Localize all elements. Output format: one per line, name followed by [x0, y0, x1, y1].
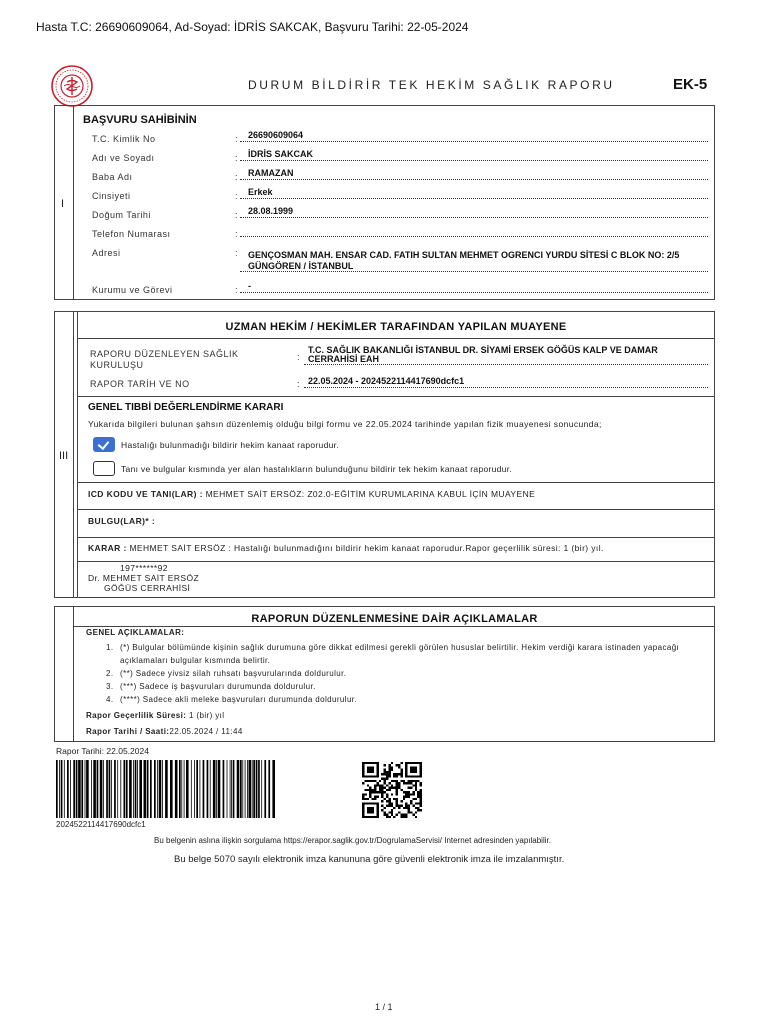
dotted-line: [240, 198, 708, 199]
note-text-2: (**) Sadece yivsiz silah ruhsatı başvurularında doldurulur.: [120, 669, 347, 678]
doctor-name: Dr. MEHMET SAİT ERSÖZ: [88, 573, 200, 583]
dotted-line: [240, 271, 708, 272]
page-number: 1 / 1: [375, 1002, 393, 1012]
datetime-row: [86, 725, 243, 738]
applicant-heading: BAŞVURU SAHİBİNİN: [83, 114, 197, 126]
institution-value: T.C. SAĞLIK BAKANLIĞI İSTANBUL DR. SİYAMİ ERSEK GÖĞÜS KALP VE DAMAR CERRAHİSİ EAH: [308, 345, 658, 364]
dotted-line: [240, 141, 708, 142]
divider: [77, 561, 715, 562]
colon: :: [297, 352, 300, 362]
decision-value: MEHMET SAİT ERSÖZ : Hastalığı bulunmadığını bildirir hekim kanaat raporudur.Rapor geçerlilik süresi: 1 (bir) yıl.: [129, 543, 604, 553]
general-label: GENEL AÇIKLAMALAR:: [86, 628, 185, 637]
label-birthdate: Doğum Tarihi: [92, 210, 151, 220]
option2-checkbox[interactable]: [93, 461, 115, 476]
section-roman-i: I: [61, 198, 65, 210]
label-institution: Kurumu ve Görevi: [92, 285, 173, 295]
document-title: DURUM BİLDİRİR TEK HEKİM SAĞLIK RAPORU: [248, 78, 615, 92]
value-gender: Erkek: [248, 187, 273, 197]
document-code: EK-5: [673, 76, 708, 93]
label-gender: Cinsiyeti: [92, 191, 131, 201]
note-text-1: (*) Bulgular bölümünde kişinin sağlık durumuna göre dikkat edilmesi gerekli görülen hususlar belirtilir. Hekim verdiği karara istinaden yapacağı açıklamaları bulgular kısmında belirtir.: [120, 643, 680, 665]
dotted-line: [240, 292, 708, 293]
note-num-3: 3.: [106, 682, 114, 691]
label-tc: T.C. Kimlik No: [92, 134, 156, 144]
label-address: Adresi: [92, 248, 121, 258]
divider: [77, 396, 715, 397]
datetime-value: 22.05.2024 / 11:44: [169, 727, 243, 736]
institution-label: RAPORU DÜZENLEYEN SAĞLIK KURULUŞU: [90, 349, 239, 370]
divider: [77, 537, 715, 538]
label-father: Baba Adı: [92, 172, 133, 182]
dotted-line: [240, 217, 708, 218]
icd-label: ICD KODU VE TANI(LAR) :: [88, 489, 203, 499]
validity-value: 1 (bir) yıl: [188, 711, 225, 720]
qr-code: [362, 762, 422, 818]
doctor-id: 197******92: [120, 563, 168, 573]
note-num-4: 4.: [106, 695, 114, 704]
report-date: Rapor Tarihi: 22.05.2024: [56, 746, 149, 756]
examination-heading: UZMAN HEKİM / HEKİMLER TARAFINDAN YAPILAN MUAYENE: [225, 321, 567, 333]
barcode: [56, 760, 278, 818]
esign-text: Bu belge 5070 sayılı elektronik imza kanununa göre güvenli elektronik imza ile imzalanmıştır.: [174, 854, 565, 865]
value-name: İDRİS SAKCAK: [248, 149, 314, 159]
value-tc: 26690609064: [248, 130, 304, 140]
divider: [77, 482, 715, 483]
check-icon: [98, 438, 110, 450]
findings-label: BULGU(LAR)* :: [88, 516, 156, 526]
colon: :: [235, 134, 238, 144]
dotted-line: [304, 387, 708, 388]
verify-text: Bu belgenin aslına ilişkin sorgulama https://erapor.saglik.gov.tr/DogrulamaServisi/ Internet adresinden yapılabilir.: [154, 836, 551, 845]
colon: :: [235, 248, 238, 258]
report-value: 22.05.2024 - 2024522114417690dcfc1: [308, 376, 465, 386]
option1-checkbox[interactable]: [93, 437, 115, 452]
option2-text: Tanı ve bulgular kısmında yer alan hastalıkların bulunduğunu bildirir tek hekim kanaat raporudur.: [121, 464, 513, 474]
section-roman-iii: III: [59, 450, 69, 462]
page-header: Hasta T.C: 26690609064, Ad-Soyad: İDRİS SAKCAK, Başvuru Tarihi: 22-05-2024: [36, 20, 469, 34]
value-father: RAMAZAN: [248, 168, 294, 178]
colon: :: [235, 172, 238, 182]
report-label: RAPOR TARİH VE NO: [90, 379, 190, 389]
ministry-logo-icon: [50, 64, 94, 108]
label-phone: Telefon Numarası: [92, 229, 171, 239]
evaluation-heading: GENEL TIBBİ DEĞERLENDİRME KARARI: [88, 402, 284, 413]
colon: :: [235, 210, 238, 220]
option1-text: Hastalığı bulunmadığı bildirir hekim kanaat raporudur.: [121, 440, 339, 450]
note-num-1: 1.: [106, 643, 114, 652]
doctor-branch: GÖĞÜS CERRAHİSİ: [104, 583, 191, 593]
note-text-3: (***) Sadece iş başvuruları durumunda doldurulur.: [120, 682, 316, 691]
barcode-text: 2024522114417690dcfc1: [56, 820, 146, 829]
explanations-heading: RAPORUN DÜZENLENMESİNE DAİR AÇIKLAMALAR: [251, 613, 538, 625]
decision-row: [88, 542, 708, 555]
colon: :: [235, 153, 238, 163]
dotted-line: [240, 236, 708, 237]
evaluation-text: Yukarıda bilgileri bulunan şahsın düzenlemiş olduğu bilgi formu ve 22.05.2024 tarihinde yapılan fizik muayenesi sonucunda;: [88, 419, 602, 429]
colon: :: [235, 285, 238, 295]
icd-row: [88, 488, 708, 501]
validity-row: [86, 709, 224, 722]
value-address: GENÇOSMAN MAH. ENSAR CAD. FATIH SULTAN MEHMET OGRENCI YURDU SİTESİ C BLOK NO: 2/5 GÜNGÖREN / İSTANBUL: [248, 250, 680, 271]
colon: :: [235, 191, 238, 201]
value-birthdate: 28.08.1999: [248, 206, 294, 216]
note-text-4: (****) Sadece akli meleke başvuruları durumunda doldurulur.: [120, 695, 358, 704]
datetime-label: Rapor Tarihi / Saati:: [86, 727, 170, 736]
dotted-line: [304, 364, 708, 365]
dotted-line: [240, 179, 708, 180]
label-name: Adı ve Soyadı: [92, 153, 155, 163]
divider: [77, 338, 715, 339]
dotted-line: [240, 160, 708, 161]
validity-label: Rapor Geçerlilik Süresi:: [86, 711, 187, 720]
colon: :: [235, 229, 238, 239]
icd-value: MEHMET SAİT ERSÖZ: Z02.0-EĞİTİM KURUMLARINA KABUL İÇİN MUAYENE: [205, 489, 536, 499]
colon: :: [297, 379, 300, 389]
value-institution: -: [248, 281, 251, 291]
note-num-2: 2.: [106, 669, 114, 678]
decision-label: KARAR :: [88, 543, 127, 553]
divider: [77, 509, 715, 510]
